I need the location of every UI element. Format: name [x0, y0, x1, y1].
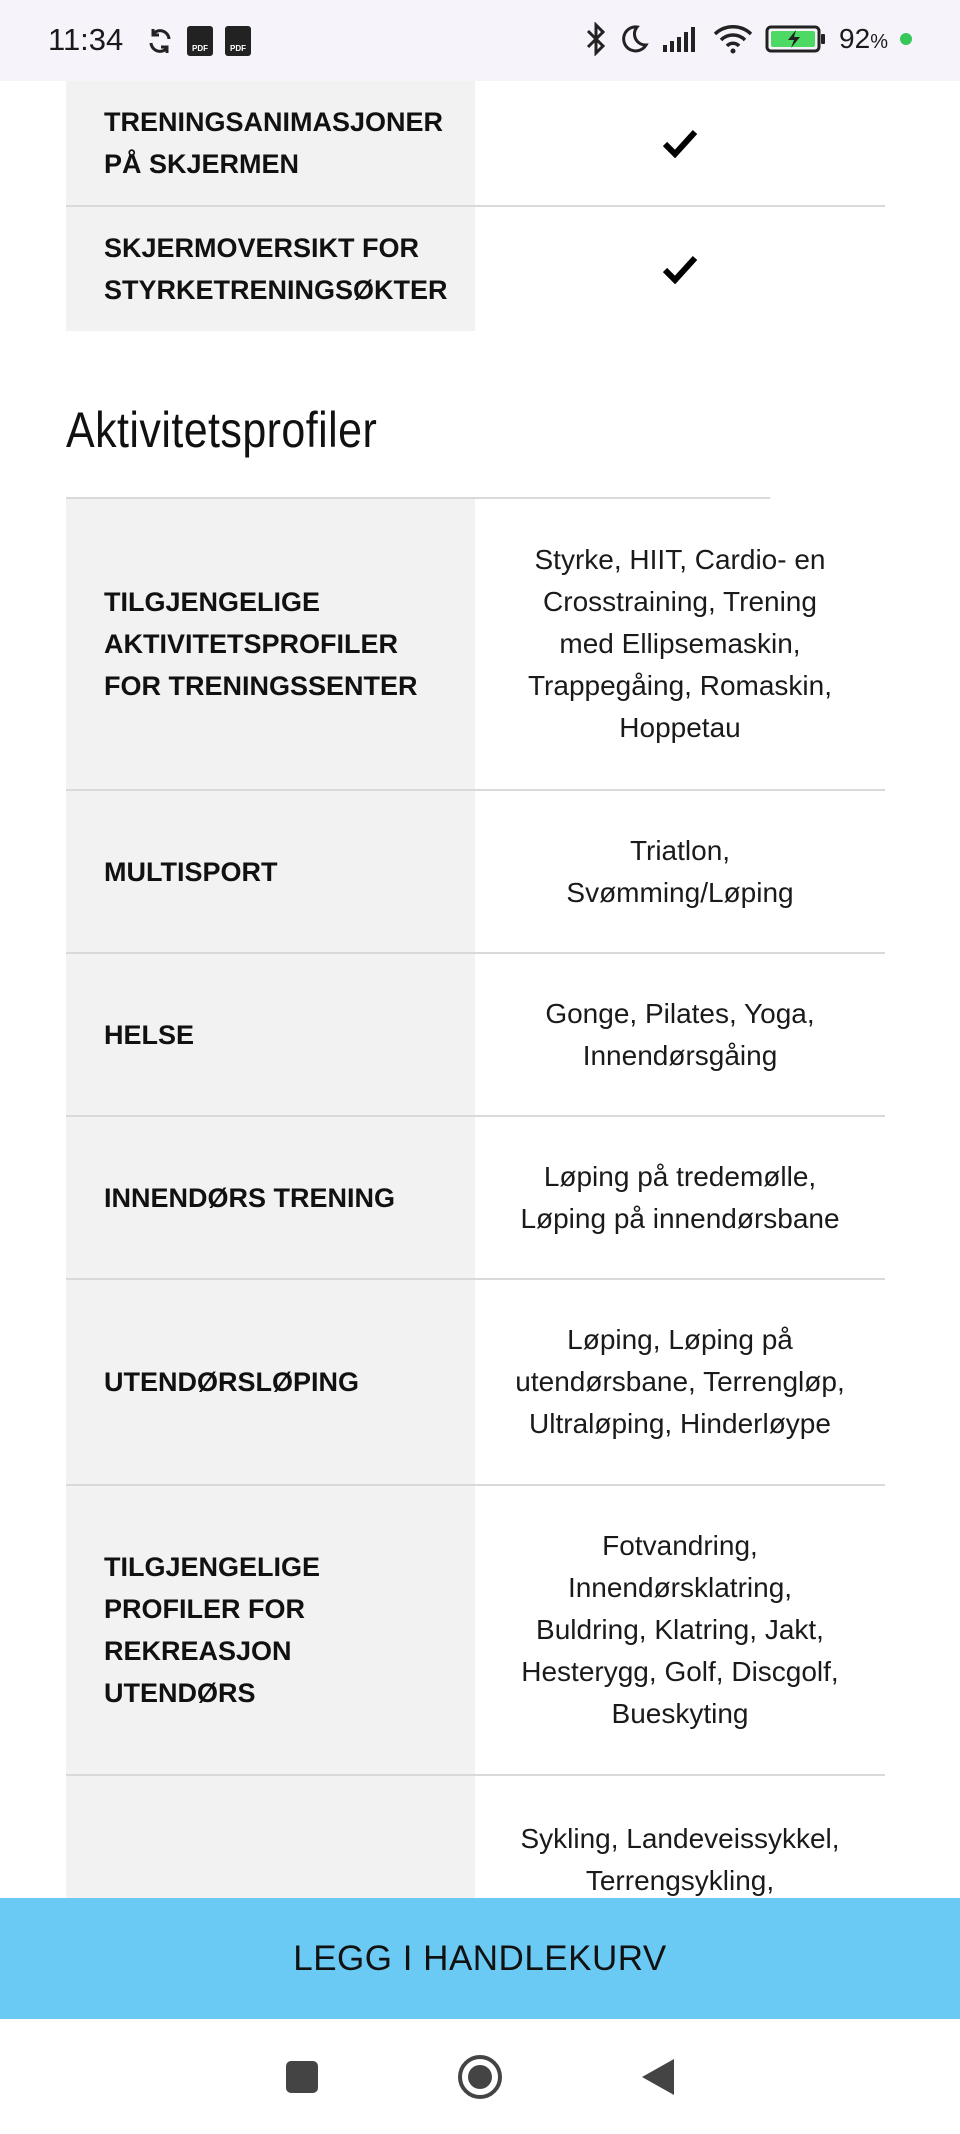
sync-icon	[145, 26, 175, 56]
row-label: SKJERMOVERSIKT FOR STYRKETRENINGSØKTER	[66, 207, 475, 331]
home-icon	[456, 2053, 504, 2101]
row-value	[475, 207, 885, 331]
bluetooth-icon	[585, 22, 607, 56]
row-label: MULTISPORT	[66, 791, 475, 952]
table-row	[66, 1117, 885, 1280]
table-row	[66, 1486, 885, 1776]
row-label: TILGJENGELIGE AKTIVITETSPROFILER FOR TRENINGSSENTER	[66, 499, 475, 789]
spec-content	[66, 81, 885, 2016]
battery-charging-icon	[765, 24, 827, 54]
row-value: Gonge, Pilates, Yoga, Innendørsgåing	[545, 997, 815, 1071]
row-label: INNENDØRS TRENING	[66, 1117, 475, 1278]
add-to-cart-button[interactable]: LEGG I HANDLEKURV	[0, 1898, 960, 2019]
row-value: Triatlon, Svømming/Løping	[566, 834, 794, 908]
row-label: UTENDØRSLØPING	[66, 1280, 475, 1484]
pdf-icon: PDF	[187, 26, 213, 56]
back-icon	[640, 2057, 676, 2097]
home-button[interactable]	[456, 2053, 504, 2101]
row-value: Fotvandring, Innendørsklatring, Buldring, Klatring, Jakt, Hesterygg, Golf, Discgolf, Bueskyting	[521, 1530, 839, 1729]
wifi-icon	[713, 24, 753, 54]
recents-icon	[285, 2060, 319, 2094]
row-label: HELSE	[66, 954, 475, 1115]
status-icons-left	[145, 26, 251, 56]
privacy-indicator-dot	[900, 33, 912, 45]
recents-button[interactable]	[278, 2053, 326, 2101]
status-bar	[0, 0, 960, 81]
row-value: Styrke, HIIT, Cardio- en Crosstraining, Trening med Ellipsemaskin, Trappegåing, Romaskin, Hoppetau	[527, 544, 832, 743]
status-time: 11:34	[48, 22, 124, 57]
table-row	[66, 791, 885, 954]
status-icons-right	[585, 22, 912, 56]
row-value: Sykling, Landeveissykkel, Terrengsykling,	[520, 1823, 840, 1896]
table-row	[66, 207, 885, 331]
table-row	[66, 81, 885, 207]
row-value: Løping på tredemølle, Løping på innendørsbane	[520, 1160, 840, 1234]
back-button[interactable]	[634, 2053, 682, 2101]
row-value: Løping, Løping på utendørsbane, Terrengløp, Ultraløping, Hinderløype	[515, 1324, 845, 1439]
system-nav-bar	[0, 2019, 960, 2134]
battery-suffix: %	[870, 31, 888, 53]
table-row	[66, 1280, 885, 1486]
signal-icon	[661, 25, 701, 53]
row-value	[475, 81, 885, 205]
check-icon	[662, 254, 698, 284]
battery-percent: 92	[839, 23, 871, 54]
pdf-icon: PDF	[225, 26, 251, 56]
table-row	[66, 499, 885, 791]
row-label: TRENINGSANIMASJONER PÅ SKJERMEN	[66, 81, 475, 205]
table-row	[66, 954, 885, 1117]
moon-icon	[619, 24, 649, 54]
row-label: TILGJENGELIGE PROFILER FOR REKREASJON UTENDØRS	[66, 1486, 475, 1774]
check-icon	[662, 128, 698, 158]
section-title: Aktivitetsprofiler	[66, 331, 770, 499]
